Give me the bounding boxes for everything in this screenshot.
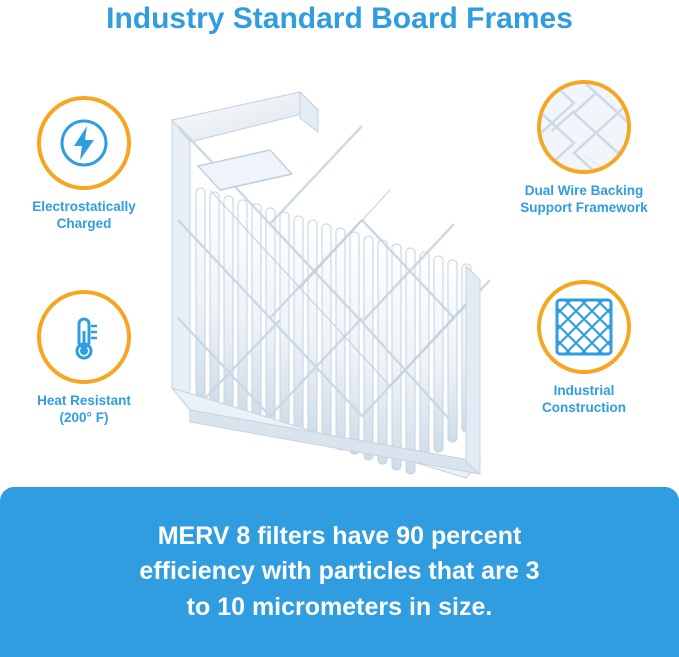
wire-mesh-icon bbox=[540, 83, 628, 171]
page-title: Industry Standard Board Frames bbox=[106, 2, 573, 35]
feature-label bbox=[4, 199, 164, 233]
feature-label bbox=[504, 183, 664, 217]
feature-label-line2: Construction bbox=[542, 399, 626, 415]
feature-badge-circle bbox=[537, 80, 631, 174]
feature-industrial-construction bbox=[504, 280, 664, 417]
banner-line-3: to 10 micrometers in size. bbox=[186, 592, 493, 621]
merv-rating-banner bbox=[0, 487, 679, 657]
thermometer-icon bbox=[56, 309, 112, 365]
banner-line-1: MERV 8 filters have 90 percent bbox=[157, 521, 522, 550]
feature-label-line2: (200° F) bbox=[59, 409, 109, 425]
feature-badge-circle bbox=[37, 290, 131, 384]
pleated-air-filter-illustration bbox=[150, 70, 530, 480]
lightning-bolt-icon bbox=[56, 115, 112, 171]
feature-label bbox=[4, 393, 164, 427]
feature-electrostatically-charged bbox=[4, 96, 164, 233]
feature-label-line1: Electrostatically bbox=[32, 199, 136, 214]
feature-badge-circle bbox=[37, 96, 131, 190]
feature-badge-circle bbox=[537, 280, 631, 374]
feature-dual-wire-backing bbox=[504, 80, 664, 217]
banner-text bbox=[99, 519, 579, 626]
feature-label-line2: Support Framework bbox=[520, 199, 648, 215]
feature-heat-resistant bbox=[4, 290, 164, 427]
feature-label bbox=[504, 383, 664, 417]
feature-label-line2: Charged bbox=[56, 215, 112, 231]
feature-label-line1: Dual Wire Backing bbox=[524, 183, 644, 198]
feature-label-line1: Industrial bbox=[553, 383, 615, 398]
feature-label-line1: Heat Resistant bbox=[37, 393, 131, 408]
lattice-grid-icon bbox=[553, 296, 615, 358]
banner-line-2: efficiency with particles that are 3 bbox=[139, 557, 540, 586]
